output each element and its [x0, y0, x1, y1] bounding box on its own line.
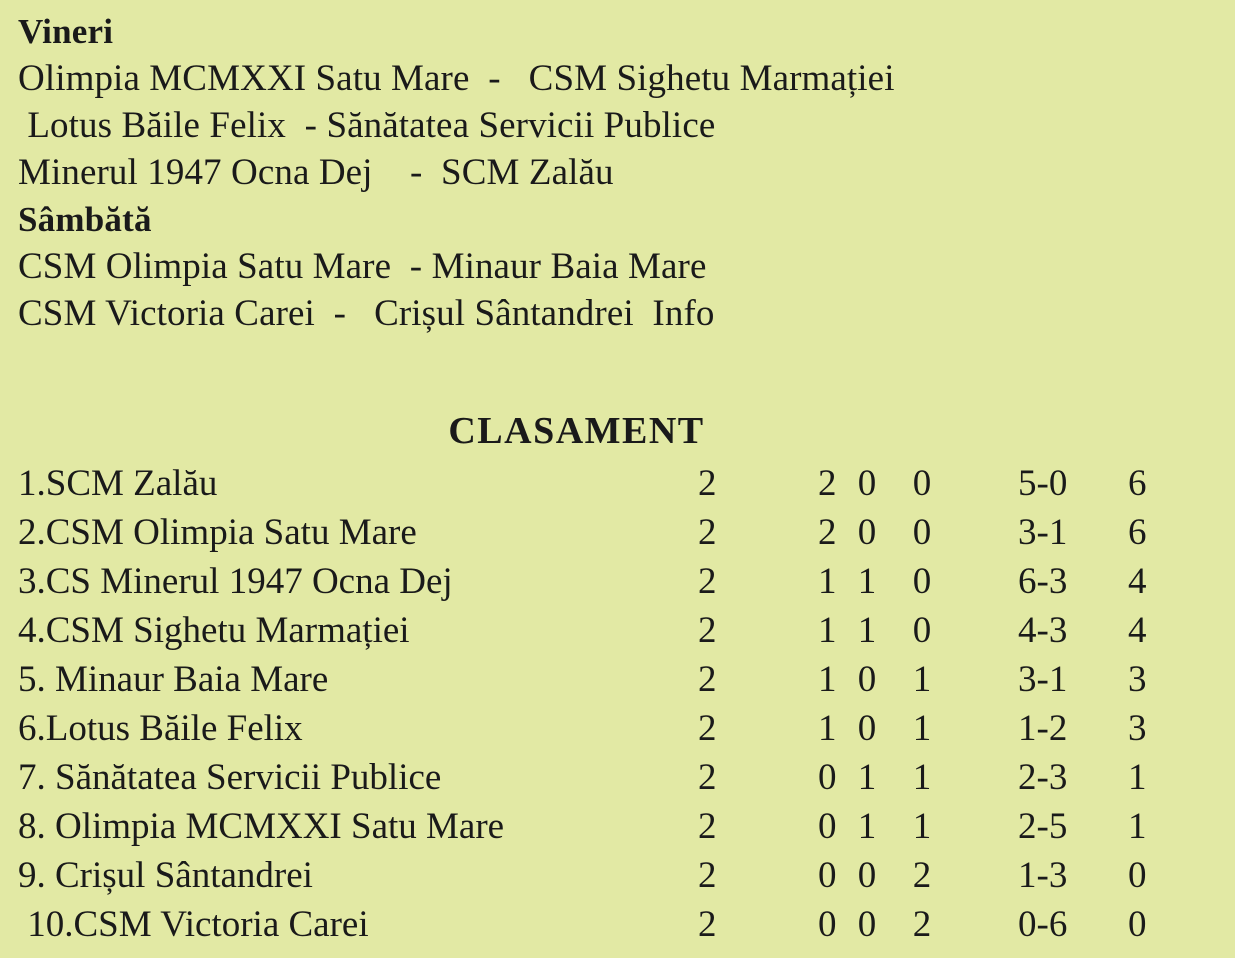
cell-played: 2	[698, 855, 717, 896]
cell-played: 2	[698, 659, 717, 700]
cell-wdl: 0 1 1	[818, 806, 938, 847]
cell-goals: 1-3	[1018, 855, 1068, 896]
cell-wdl: 0 0 2	[818, 855, 938, 896]
cell-played: 2	[698, 708, 717, 749]
table-row	[18, 557, 1188, 606]
cell-team: 4.CSM Sighetu Marmației	[18, 610, 410, 651]
cell-points: 3	[1128, 659, 1147, 700]
cell-goals: 6-3	[1018, 561, 1068, 602]
cell-played: 2	[698, 512, 717, 553]
cell-played: 2	[698, 561, 717, 602]
cell-wdl: 0 0 2	[818, 904, 938, 945]
cell-points: 4	[1128, 610, 1147, 651]
cell-played: 2	[698, 806, 717, 847]
cell-team: 9. Crișul Sântandrei	[18, 855, 313, 896]
cell-points: 0	[1128, 904, 1147, 945]
table-row	[18, 606, 1188, 655]
cell-team: 1.SCM Zalău	[18, 463, 218, 504]
cell-goals: 4-3	[1018, 610, 1068, 651]
table-row	[18, 459, 1188, 508]
fixtures-day-heading: Vineri	[18, 12, 114, 51]
cell-team: 8. Olimpia MCMXXI Satu Mare	[18, 806, 505, 847]
table-row	[18, 851, 1188, 900]
cell-goals: 3-1	[1018, 659, 1068, 700]
cell-team: 5. Minaur Baia Mare	[18, 659, 329, 700]
cell-goals: 2-3	[1018, 757, 1068, 798]
table-row	[18, 802, 1188, 851]
standings-table-body	[18, 459, 1188, 949]
cell-wdl: 1 0 1	[818, 708, 938, 749]
cell-goals: 2-5	[1018, 806, 1068, 847]
cell-wdl: 1 0 1	[818, 659, 938, 700]
cell-points: 6	[1128, 463, 1147, 504]
cell-goals: 0-6	[1018, 904, 1068, 945]
fixture-line: Lotus Băile Felix - Sănătatea Servicii Publice	[18, 105, 716, 146]
cell-team: 2.CSM Olimpia Satu Mare	[18, 512, 417, 553]
fixture-line: CSM Olimpia Satu Mare - Minaur Baia Mare	[18, 246, 707, 287]
cell-played: 2	[698, 757, 717, 798]
cell-team: 3.CS Minerul 1947 Ocna Dej	[18, 561, 453, 602]
fixture-line: Minerul 1947 Ocna Dej - SCM Zalău	[18, 152, 614, 193]
cell-points: 4	[1128, 561, 1147, 602]
table-row	[18, 753, 1188, 802]
cell-points: 0	[1128, 855, 1147, 896]
cell-team: 7. Sănătatea Servicii Publice	[18, 757, 442, 798]
cell-wdl: 1 1 0	[818, 561, 938, 602]
standings-title: CLASAMENT	[448, 410, 705, 452]
cell-points: 1	[1128, 806, 1147, 847]
fixture-line: CSM Victoria Carei - Crișul Sântandrei Info	[18, 293, 715, 334]
cell-team: 10.CSM Victoria Carei	[18, 904, 369, 945]
cell-goals: 5-0	[1018, 463, 1068, 504]
cell-team: 6.Lotus Băile Felix	[18, 708, 303, 749]
table-row	[18, 704, 1188, 753]
cell-points: 6	[1128, 512, 1147, 553]
cell-goals: 1-2	[1018, 708, 1068, 749]
cell-played: 2	[698, 610, 717, 651]
fixtures-day-heading: Sâmbătă	[18, 200, 152, 239]
cell-points: 1	[1128, 757, 1147, 798]
cell-wdl: 0 1 1	[818, 757, 938, 798]
cell-goals: 3-1	[1018, 512, 1068, 553]
standings-table	[18, 459, 1188, 949]
cell-played: 2	[698, 463, 717, 504]
cell-wdl: 1 1 0	[818, 610, 938, 651]
fixtures-list	[18, 8, 1235, 337]
table-row	[18, 508, 1188, 557]
table-row	[18, 900, 1188, 949]
cell-points: 3	[1128, 708, 1147, 749]
fixture-line: Olimpia MCMXXI Satu Mare - CSM Sighetu Marmației	[18, 58, 895, 99]
cell-wdl: 2 0 0	[818, 463, 938, 504]
cell-wdl: 2 0 0	[818, 512, 938, 553]
cell-played: 2	[698, 904, 717, 945]
table-row	[18, 655, 1188, 704]
